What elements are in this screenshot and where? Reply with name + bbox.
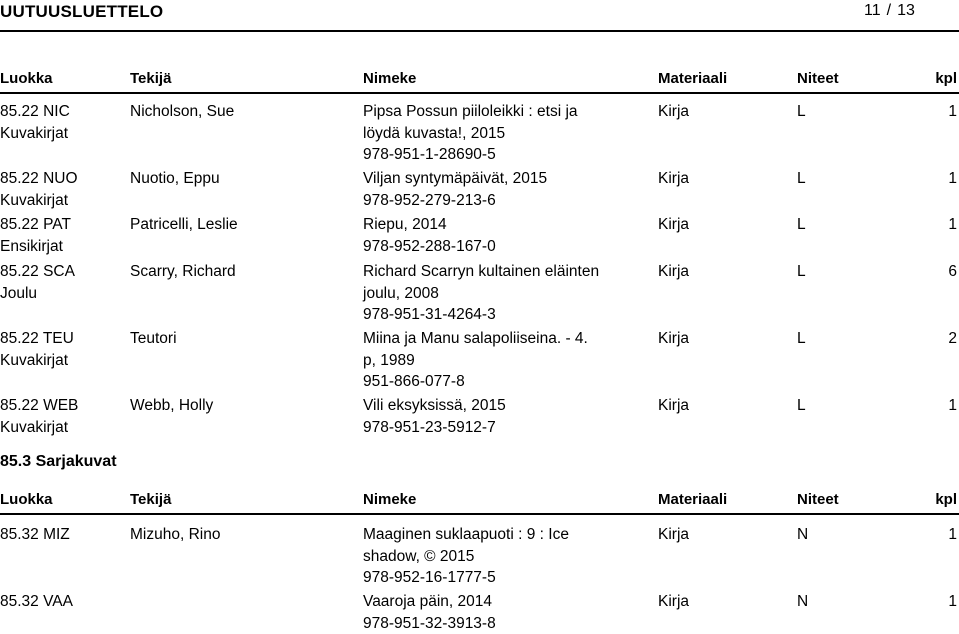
niteet-cell: L <box>797 170 806 187</box>
tekija-cell: Teutori <box>130 330 177 347</box>
materiaali-cell: Kirja <box>658 397 690 414</box>
kpl-cell: 1 <box>948 593 957 610</box>
materiaali-cell: Kirja <box>658 103 690 120</box>
kpl-cell: 1 <box>948 526 957 543</box>
tekija-cell: Scarry, Richard <box>130 263 236 280</box>
niteet-cell: L <box>797 216 806 233</box>
page-separator: / <box>886 2 892 19</box>
col-kpl: kpl <box>935 491 957 508</box>
tekija-cell: Nuotio, Eppu <box>130 170 220 187</box>
materiaali-cell: Kirja <box>658 330 690 347</box>
luokka-cell: 85.22 NIC Kuvakirjat <box>0 103 70 142</box>
nimeke-cell: Riepu, 2014 978-952-288-167-0 <box>363 216 496 255</box>
nimeke-cell: Maaginen suklaapuoti : 9 : Ice shadow, © 2015 978-952-16-1777-5 <box>363 526 569 586</box>
niteet-cell: N <box>797 593 809 610</box>
header-rule <box>0 92 959 94</box>
nimeke-cell: Vaaroja päin, 2014 978-951-32-3913-8 <box>363 593 496 632</box>
materiaali-cell: Kirja <box>658 263 690 280</box>
top-rule <box>0 30 959 32</box>
col-luokka: Luokka <box>0 491 53 508</box>
kpl-cell: 2 <box>948 330 957 347</box>
niteet-cell: L <box>797 330 806 347</box>
column-header-row <box>0 491 959 511</box>
kpl-cell: 1 <box>948 397 957 414</box>
luokka-cell: 85.22 WEB Kuvakirjat <box>0 397 79 436</box>
nimeke-cell: Pipsa Possun piiloleikki : etsi ja löydä kuvasta!, 2015 978-951-1-28690-5 <box>363 103 578 163</box>
col-nimeke: Nimeke <box>363 491 417 508</box>
tekija-cell: Mizuho, Rino <box>130 526 221 543</box>
col-luokka: Luokka <box>0 70 53 87</box>
col-tekija: Tekijä <box>130 491 172 508</box>
nimeke-cell: Miina ja Manu salapoliiseina. - 4. p, 1989 951-866-077-8 <box>363 330 588 390</box>
niteet-cell: L <box>797 103 806 120</box>
materiaali-cell: Kirja <box>658 216 690 233</box>
materiaali-cell: Kirja <box>658 526 690 543</box>
page-total: 13 <box>897 2 915 19</box>
col-niteet: Niteet <box>797 70 839 87</box>
page-number <box>864 2 915 20</box>
luokka-cell: 85.22 PAT Ensikirjat <box>0 216 71 255</box>
page-title: UUTUUSLUETTELO <box>0 2 164 21</box>
niteet-cell: L <box>797 397 806 414</box>
nimeke-cell: Vili eksyksissä, 2015 978-951-23-5912-7 <box>363 397 506 436</box>
header-rule <box>0 513 959 515</box>
col-materiaali: Materiaali <box>658 70 728 87</box>
luokka-cell: 85.32 VAA <box>0 593 73 610</box>
tekija-cell: Webb, Holly <box>130 397 214 414</box>
tekija-cell: Patricelli, Leslie <box>130 216 238 233</box>
luokka-cell: 85.32 MIZ <box>0 526 70 543</box>
kpl-cell: 1 <box>948 170 957 187</box>
kpl-cell: 1 <box>948 103 957 120</box>
col-tekija: Tekijä <box>130 70 172 87</box>
materiaali-cell: Kirja <box>658 593 690 610</box>
nimeke-cell: Viljan syntymäpäivät, 2015 978-952-279-213-6 <box>363 170 548 209</box>
luokka-cell: 85.22 NUO Kuvakirjat <box>0 170 78 209</box>
kpl-cell: 1 <box>948 216 957 233</box>
page-current: 11 <box>864 2 881 19</box>
col-kpl: kpl <box>935 70 957 87</box>
col-materiaali: Materiaali <box>658 491 728 508</box>
niteet-cell: N <box>797 526 809 543</box>
luokka-cell: 85.22 SCA Joulu <box>0 263 75 302</box>
materiaali-cell: Kirja <box>658 170 690 187</box>
kpl-cell: 6 <box>948 263 957 280</box>
column-header-row <box>0 70 959 90</box>
col-nimeke: Nimeke <box>363 70 417 87</box>
col-niteet: Niteet <box>797 491 839 508</box>
niteet-cell: L <box>797 263 806 280</box>
nimeke-cell: Richard Scarryn kultainen eläinten joulu, 2008 978-951-31-4264-3 <box>363 263 600 323</box>
luokka-cell: 85.22 TEU Kuvakirjat <box>0 330 74 369</box>
section-heading: 85.3 Sarjakuvat <box>0 453 117 470</box>
tekija-cell: Nicholson, Sue <box>130 103 235 120</box>
